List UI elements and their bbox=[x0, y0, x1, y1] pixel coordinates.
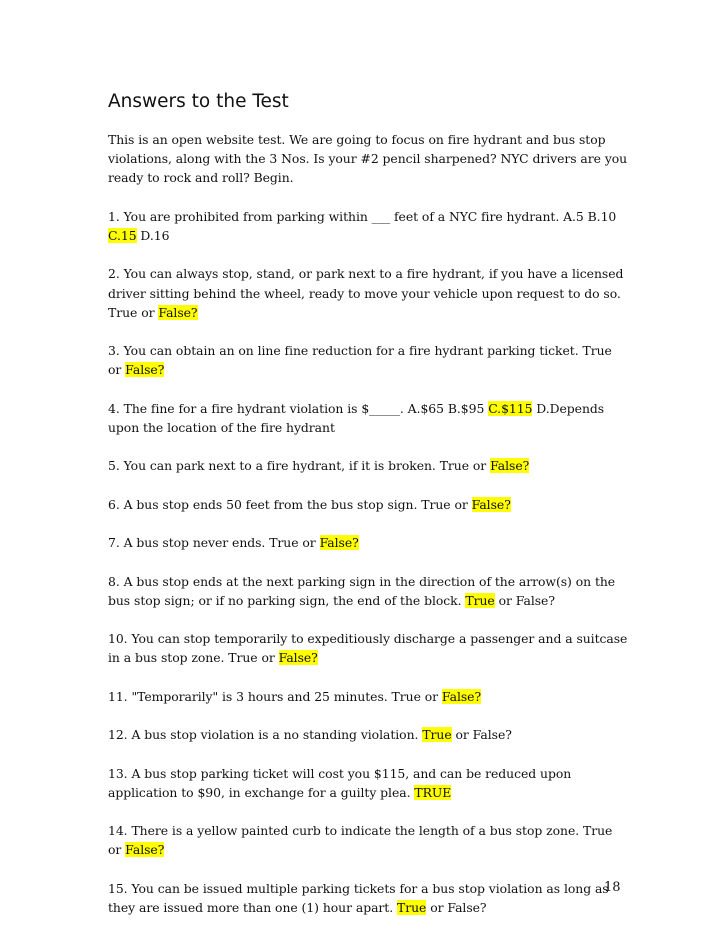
question-text: 5. You can park next to a fire hydrant, if it is broken. True or bbox=[108, 458, 491, 474]
highlighted-answer: True bbox=[422, 727, 452, 743]
highlighted-answer: False? bbox=[441, 688, 482, 704]
question-text: 1. You are prohibited from parking within ___ feet of a NYC fire hydrant. A.5 B.10 bbox=[108, 208, 617, 224]
question-text-after: or False? bbox=[426, 899, 487, 915]
question-text: 15. You can be issued multiple parking tickets for a bus stop violation as long as they are issued more than one (1) hour apart. bbox=[108, 880, 609, 915]
question-text: 14. There is a yellow painted curb to indicate the length of a bus stop zone. True or bbox=[108, 823, 613, 858]
highlighted-answer: C.$115 bbox=[488, 400, 533, 416]
question-10 bbox=[108, 629, 628, 667]
highlighted-answer: TRUE bbox=[414, 784, 452, 800]
page-title: Answers to the Test bbox=[108, 91, 289, 112]
highlighted-answer: False? bbox=[125, 362, 165, 378]
question-text: 13. A bus stop parking ticket will cost you $115, and can be reduced upon application to $90, in exchange for a guilty plea. bbox=[108, 765, 572, 800]
question-text-after: D.16 bbox=[136, 228, 170, 243]
question-text: 6. A bus stop ends 50 feet from the bus stop sign. True or bbox=[108, 496, 472, 512]
question-text: 8. A bus stop ends at the next parking sign in the direction of the arrow(s) on the bus stop sign; or if no parking sign, the end of the block. bbox=[108, 573, 616, 608]
intro-paragraph: This is an open website test. We are going to focus on fire hydrant and bus stop violations, along with the 3 Nos. Is your #2 pencil sharpened? NYC drivers are you ready to rock and roll? Begin. bbox=[108, 132, 628, 186]
question-text: 11. "Temporarily" is 3 hours and 25 minutes. True or bbox=[108, 688, 442, 704]
page-number: 18 bbox=[604, 880, 621, 895]
question-11 bbox=[108, 687, 628, 706]
question-text: 12. A bus stop violation is a no standing violation. bbox=[108, 727, 423, 743]
question-5 bbox=[108, 456, 628, 475]
highlighted-answer: False? bbox=[319, 535, 359, 551]
question-1 bbox=[108, 207, 628, 245]
question-text: 7. A bus stop never ends. True or bbox=[108, 535, 320, 551]
question-7 bbox=[108, 533, 628, 552]
highlighted-answer: True bbox=[465, 592, 495, 608]
highlighted-answer: False? bbox=[490, 458, 530, 474]
highlighted-answer: True bbox=[397, 899, 427, 915]
question-6 bbox=[108, 495, 628, 514]
question-text-after: or False? bbox=[451, 727, 512, 743]
question-4 bbox=[108, 399, 628, 437]
question-text: 10. You can stop temporarily to expeditiously discharge a passenger and a suitcase in a bus stop zone. True or bbox=[108, 631, 628, 666]
highlighted-answer: False? bbox=[125, 842, 165, 858]
question-text-after: D.Depends upon the location of the fire hydrant bbox=[108, 400, 605, 435]
question-3 bbox=[108, 341, 628, 379]
question-text: 3. You can obtain an on line fine reduction for a fire hydrant parking ticket. True or bbox=[108, 343, 612, 378]
highlighted-answer: False? bbox=[471, 496, 511, 512]
question-text: 4. The fine for a fire hydrant violation is $_____. A.$65 B.$95 bbox=[108, 400, 489, 416]
question-2 bbox=[108, 264, 628, 322]
question-13 bbox=[108, 764, 628, 802]
question-8 bbox=[108, 572, 628, 610]
highlighted-answer: False? bbox=[278, 650, 318, 666]
highlighted-answer: C.15 bbox=[108, 228, 137, 243]
question-15 bbox=[108, 879, 628, 917]
question-text: 2. You can always stop, stand, or park next to a fire hydrant, if you have a licensed driver sitting behind the wheel, ready to move your vehicle upon request to do so. True or bbox=[108, 266, 624, 320]
question-14 bbox=[108, 821, 628, 859]
page-content bbox=[108, 90, 628, 936]
highlighted-answer: False? bbox=[158, 304, 198, 320]
question-text-after: or False? bbox=[494, 592, 555, 608]
question-12 bbox=[108, 725, 628, 744]
